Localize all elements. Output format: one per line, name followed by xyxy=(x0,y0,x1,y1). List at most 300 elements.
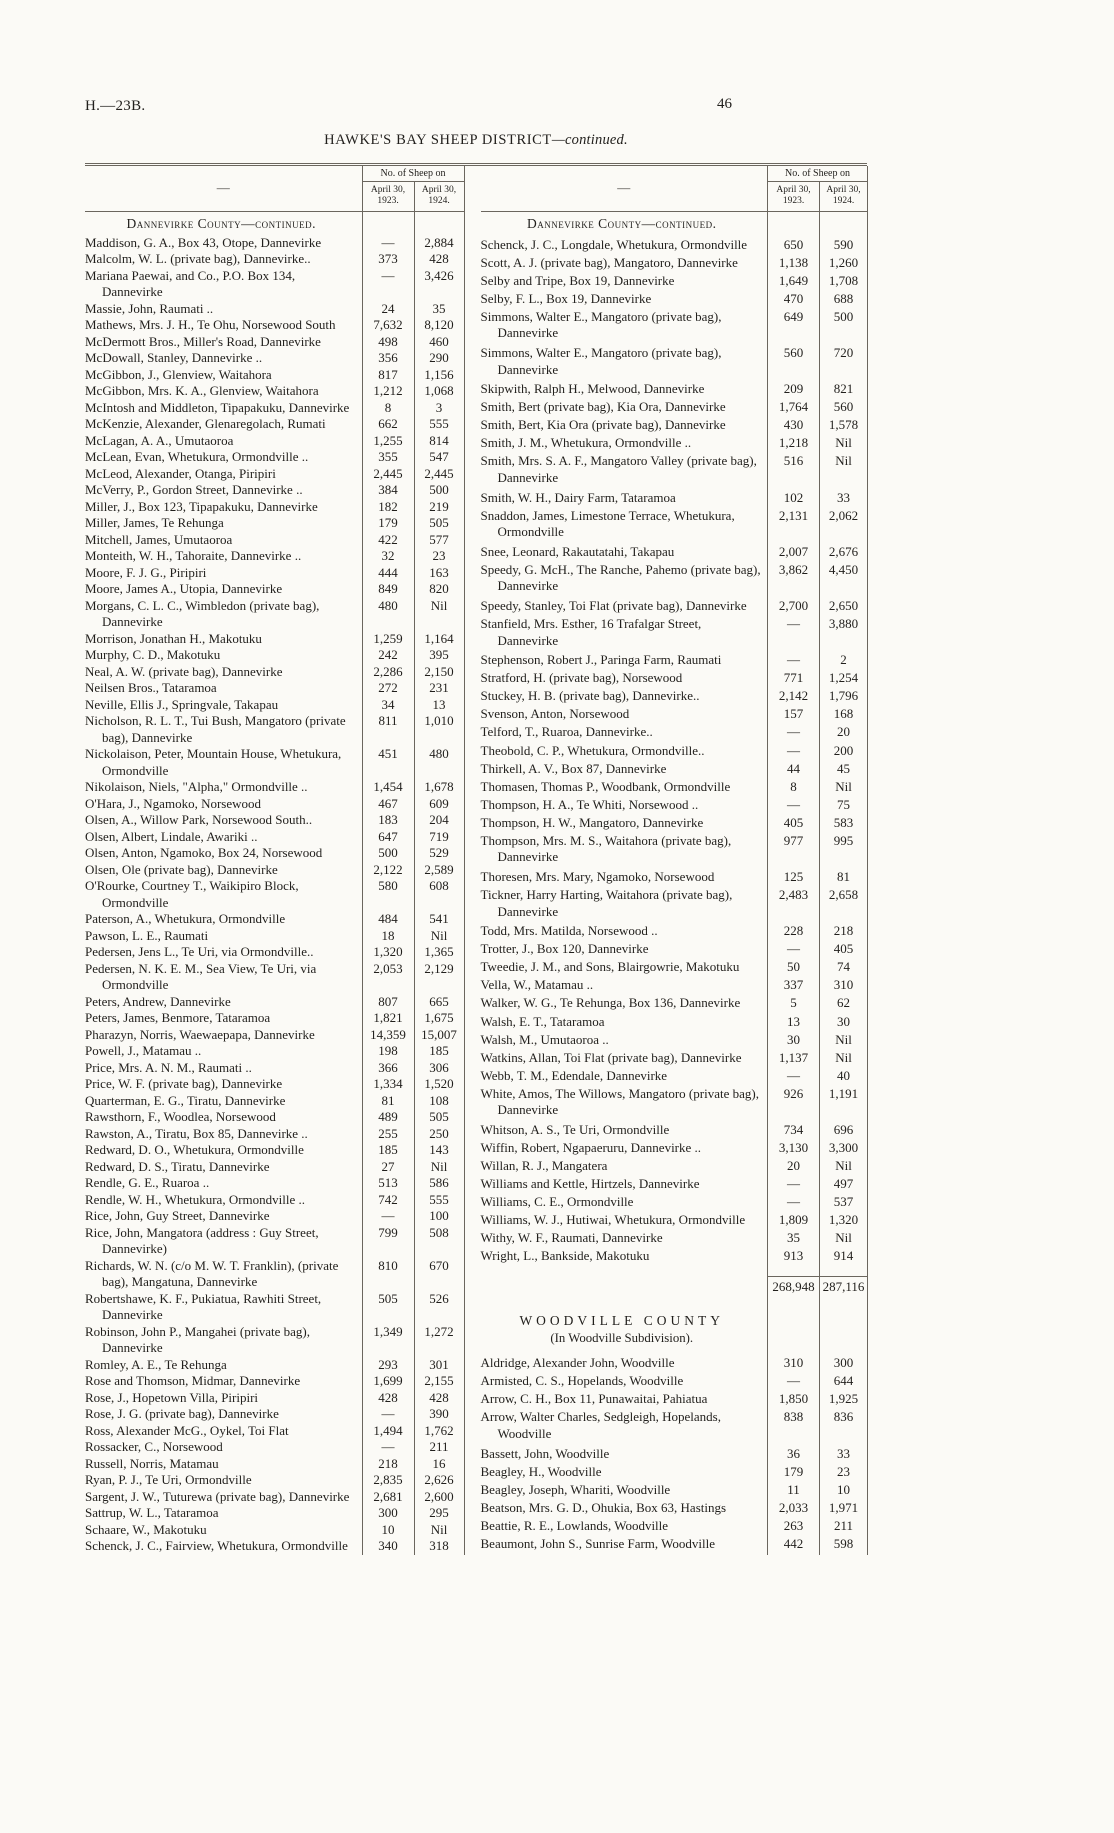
entry-name-cell xyxy=(481,273,768,291)
entry-name-cell xyxy=(481,598,768,616)
sheep-count-1923: 35 xyxy=(768,1230,820,1248)
entry-name-cell xyxy=(481,815,768,833)
entry-name-cell xyxy=(481,1482,768,1500)
entry-name-cell xyxy=(85,482,362,499)
sheep-count-1924: 1,925 xyxy=(820,1391,868,1409)
entry-name: Russell, Norris, Matamau xyxy=(85,1455,219,1471)
spacer-cell xyxy=(820,1266,868,1276)
entry-name-cell xyxy=(85,268,362,301)
sheep-count-1924: 583 xyxy=(820,815,868,833)
sheep-count-1923: — xyxy=(768,1068,820,1086)
sheep-count-1923: 480 xyxy=(362,598,414,631)
sheep-count-1924: 390 xyxy=(414,1406,464,1423)
name-column-header: — xyxy=(85,166,362,212)
sheep-count-1923: 838 xyxy=(768,1409,820,1445)
entry-name-cell xyxy=(481,508,768,544)
total-sheep-1923: 268,948 xyxy=(768,1276,820,1297)
entry-name-cell xyxy=(85,994,362,1011)
sheep-count-1924: Nil xyxy=(820,1230,868,1248)
entry-name: Morgans, C. L. C., Wimbledon (private bag), Dannevirke xyxy=(85,597,320,629)
sheep-count-1924: 81 xyxy=(820,869,868,887)
county-heading-cell xyxy=(481,1297,768,1355)
sheep-count-1923: 125 xyxy=(768,869,820,887)
entry-name-cell xyxy=(85,1093,362,1110)
sheep-count-1924: Nil xyxy=(414,1522,464,1539)
table-row xyxy=(481,688,868,706)
entry-name: Stuckey, H. B. (private bag), Dannevirke.. xyxy=(480,688,700,704)
table-row xyxy=(481,743,868,761)
entry-name-cell xyxy=(481,977,768,995)
sheep-count-1924: 1,010 xyxy=(414,713,464,746)
entry-name: Thoresen, Mrs. Mary, Ngamoko, Norsewood xyxy=(480,868,715,884)
entry-name: Neilsen Bros., Tataramoa xyxy=(85,680,217,695)
table-row xyxy=(85,1472,464,1489)
entry-name-cell xyxy=(85,1373,362,1390)
entry-name-cell xyxy=(481,1409,768,1445)
entry-name-cell xyxy=(85,581,362,598)
sheep-count-1923: 81 xyxy=(362,1093,414,1110)
entry-name: Miller, James, Te Rehunga xyxy=(85,515,224,530)
entry-name: Rendle, G. E., Ruaroa .. xyxy=(85,1175,210,1190)
entry-name-cell xyxy=(85,1538,362,1555)
sheep-count-1923: 2,053 xyxy=(362,961,414,994)
left-column-table xyxy=(85,166,465,1555)
sheep-count-1924: 526 xyxy=(414,1291,464,1324)
sheep-count-1924: Nil xyxy=(820,779,868,797)
entry-name: Beagley, Joseph, Whariti, Woodville xyxy=(480,1481,671,1497)
entry-name: Stratford, H. (private bag), Norsewood xyxy=(480,670,683,686)
table-row xyxy=(85,961,464,994)
sheep-count-1923: 662 xyxy=(362,416,414,433)
entry-name-cell xyxy=(85,961,362,994)
entry-name: Thompson, H. A., Te Whiti, Norsewood .. xyxy=(480,796,699,812)
table-row xyxy=(85,812,464,829)
table-row xyxy=(481,869,868,887)
sheep-count-1923: 384 xyxy=(362,482,414,499)
sheep-count-1923: 444 xyxy=(362,565,414,582)
table-row xyxy=(85,1159,464,1176)
sheep-count-1923: 20 xyxy=(768,1158,820,1176)
sheep-count-1924: 8,120 xyxy=(414,317,464,334)
entry-name: Olsen, Anton, Ngamoko, Box 24, Norsewood xyxy=(85,845,323,860)
sheep-count-1924: 23 xyxy=(414,548,464,565)
sheep-count-1923: 10 xyxy=(362,1522,414,1539)
sheep-count-1923: 771 xyxy=(768,670,820,688)
entry-name: Quarterman, E. G., Tiratu, Dannevirke xyxy=(85,1092,286,1108)
table-header-row-1 xyxy=(85,166,464,182)
entry-name-cell xyxy=(85,1390,362,1407)
sheep-count-1924: 1,578 xyxy=(820,417,868,435)
sheep-count-1923: 366 xyxy=(362,1060,414,1077)
table-row xyxy=(85,1192,464,1209)
sheep-count-1924: 500 xyxy=(820,309,868,345)
sheep-count-1923: 442 xyxy=(768,1536,820,1555)
entry-name-cell xyxy=(85,383,362,400)
sheep-count-1924: 13 xyxy=(414,697,464,714)
table-row xyxy=(481,1158,868,1176)
sheep-count-1924: 1,272 xyxy=(414,1324,464,1357)
sheep-count-1924: Nil xyxy=(820,1158,868,1176)
entry-name-cell xyxy=(85,829,362,846)
entry-name-cell xyxy=(481,1536,768,1555)
table-row xyxy=(481,291,868,309)
sheep-count-1923: 799 xyxy=(362,1225,414,1258)
entry-name-cell xyxy=(85,449,362,466)
sheep-count-1923: 1,138 xyxy=(768,255,820,273)
entry-name-cell xyxy=(481,1500,768,1518)
sheep-count-1924: 2 xyxy=(820,652,868,670)
sheep-count-1923: 977 xyxy=(768,833,820,869)
total-row xyxy=(481,1276,868,1297)
entry-name: Trotter, J., Box 120, Dannevirke xyxy=(480,941,649,957)
entry-name: McDowall, Stanley, Dannevirke .. xyxy=(85,350,263,365)
entry-name-cell xyxy=(481,1086,768,1122)
entry-name: Snaddon, James, Limestone Terrace, Whetukura, Ormondville xyxy=(480,507,735,540)
entry-name: Price, Mrs. A. N. M., Raumati .. xyxy=(85,1059,252,1075)
table-row xyxy=(481,1536,868,1555)
entry-name: Whitson, A. S., Te Uri, Ormondville xyxy=(480,1121,670,1137)
sheep-count-1923: 811 xyxy=(362,713,414,746)
sheep-count-1924: 2,445 xyxy=(414,466,464,483)
sheep-count-1923: — xyxy=(768,1194,820,1212)
entry-name: McLeod, Alexander, Otanga, Piripiri xyxy=(85,465,276,481)
entry-name-cell xyxy=(481,1446,768,1464)
sheep-count-1924: 608 xyxy=(414,878,464,911)
entry-name-cell xyxy=(85,911,362,928)
sheep-count-1923: 3,862 xyxy=(768,562,820,598)
entry-name-cell xyxy=(85,400,362,417)
sheep-count-1924: 428 xyxy=(414,251,464,268)
table-row xyxy=(481,381,868,399)
sheep-count-1924: Nil xyxy=(414,1159,464,1176)
sheep-count-1924: 1,675 xyxy=(414,1010,464,1027)
table-row xyxy=(85,1291,464,1324)
sheep-count-1924: 1,156 xyxy=(414,367,464,384)
table-row xyxy=(85,317,464,334)
entry-name: Powell, J., Matamau .. xyxy=(85,1043,202,1058)
table-row xyxy=(85,251,464,268)
col-header-1924: April 30, 1924. xyxy=(820,182,868,212)
entry-name: Wright, L., Bankside, Makotuku xyxy=(480,1248,650,1264)
entry-name-cell xyxy=(481,706,768,724)
entry-name-cell xyxy=(481,833,768,869)
sheep-count-1924: 250 xyxy=(414,1126,464,1143)
sheep-count-1923: 1,850 xyxy=(768,1391,820,1409)
sheep-count-1924: 16 xyxy=(414,1456,464,1473)
entry-name-cell xyxy=(85,664,362,681)
entry-name: McLean, Evan, Whetukura, Ormondville .. xyxy=(85,449,309,464)
entry-name: McKenzie, Alexander, Glenaregolach, Rumati xyxy=(85,416,326,431)
sheep-count-1924: 300 xyxy=(820,1355,868,1373)
sheep-count-1924: 20 xyxy=(820,724,868,742)
entry-name: Thompson, Mrs. M. S., Waitahora (private bag), Dannevirke xyxy=(480,832,732,865)
entry-name: Watkins, Allan, Toi Flat (private bag), Dannevirke xyxy=(480,1049,742,1065)
sheep-count-1923: 428 xyxy=(362,1390,414,1407)
sheep-count-1924: 211 xyxy=(414,1439,464,1456)
right-column-table xyxy=(481,166,869,1555)
table-row xyxy=(481,779,868,797)
table-row xyxy=(481,1446,868,1464)
entry-name: Rossacker, C., Norsewood xyxy=(85,1439,223,1454)
entry-name: Thirkell, A. V., Box 87, Dannevirke xyxy=(480,760,667,776)
col-header-1924: April 30, 1924. xyxy=(414,182,464,212)
sheep-count-1924: 2,676 xyxy=(820,544,868,562)
sheep-count-1923: 1,454 xyxy=(362,779,414,796)
sheep-count-1924: 211 xyxy=(820,1518,868,1536)
sheep-count-1924: 720 xyxy=(820,345,868,381)
sheep-count-1924: 290 xyxy=(414,350,464,367)
entry-name: Rice, John, Mangatora (address : Guy Street, Dannevirke) xyxy=(85,1224,319,1256)
entry-name-cell xyxy=(481,562,768,598)
entry-name-cell xyxy=(85,416,362,433)
entry-name: Walsh, M., Umutaoroa .. xyxy=(480,1031,609,1047)
empty-cell xyxy=(481,1276,768,1297)
sheep-count-1924: 836 xyxy=(820,1409,868,1445)
table-row xyxy=(85,466,464,483)
entry-name-cell xyxy=(85,1456,362,1473)
entry-name-cell xyxy=(85,862,362,879)
sheep-count-1923: 2,033 xyxy=(768,1500,820,1518)
entry-name-cell xyxy=(85,301,362,318)
sheep-count-1924: 1,520 xyxy=(414,1076,464,1093)
entry-name: Snee, Leonard, Rakautatahi, Takapau xyxy=(480,543,675,559)
entry-name-cell xyxy=(85,713,362,746)
sheep-count-1923: 182 xyxy=(362,499,414,516)
doc-reference: H.—23B. xyxy=(85,98,146,114)
sheep-count-1923: — xyxy=(768,743,820,761)
entry-name: Todd, Mrs. Matilda, Norsewood .. xyxy=(480,923,658,939)
entry-name-cell xyxy=(481,959,768,977)
sheep-count-1923: 513 xyxy=(362,1175,414,1192)
sheep-on-header: No. of Sheep on xyxy=(362,166,464,182)
table-row xyxy=(481,1014,868,1032)
sheep-count-1924: 995 xyxy=(820,833,868,869)
entry-name-cell xyxy=(85,845,362,862)
sheep-count-1924: 1,254 xyxy=(820,670,868,688)
entry-name: Selby, F. L., Box 19, Dannevirke xyxy=(480,290,652,306)
sheep-count-1923: 498 xyxy=(362,334,414,351)
entry-name-cell xyxy=(85,1027,362,1044)
sheep-count-1923: 650 xyxy=(768,237,820,255)
entry-name-cell xyxy=(85,1126,362,1143)
table-row xyxy=(85,994,464,1011)
sheep-count-1924: 577 xyxy=(414,532,464,549)
entry-name: Smith, W. H., Dairy Farm, Tataramoa xyxy=(480,489,676,505)
entry-name-cell xyxy=(481,779,768,797)
sheep-count-1923: 340 xyxy=(362,1538,414,1555)
sheep-count-1924: 200 xyxy=(820,743,868,761)
entry-name: Rawsthorn, F., Woodlea, Norsewood xyxy=(85,1109,276,1124)
entry-name: Svenson, Anton, Norsewood xyxy=(480,706,630,722)
entry-name: Aldridge, Alexander John, Woodville xyxy=(480,1355,675,1371)
sheep-on-header: No. of Sheep on xyxy=(768,166,868,182)
entry-name: Peters, James, Benmore, Tataramoa xyxy=(85,1010,271,1025)
entry-name-cell xyxy=(85,1258,362,1291)
table-row xyxy=(85,235,464,252)
entry-name-cell xyxy=(85,1406,362,1423)
table-row xyxy=(85,268,464,301)
table-row xyxy=(85,301,464,318)
table-row xyxy=(481,562,868,598)
table-row xyxy=(85,1027,464,1044)
sheep-count-1923: 24 xyxy=(362,301,414,318)
empty-cell xyxy=(362,212,414,235)
entry-name: Nickolaison, Peter, Mountain House, Whetukura, Ormondville xyxy=(85,746,342,778)
sheep-count-1923: 13 xyxy=(768,1014,820,1032)
entry-name: Arrow, Walter Charles, Sedgleigh, Hopelands, Woodville xyxy=(480,1409,721,1441)
table-header-row-1 xyxy=(481,166,868,182)
entry-name: Mitchell, James, Umutaoroa xyxy=(85,531,233,547)
table-row xyxy=(85,647,464,664)
sheep-count-1923: 580 xyxy=(362,878,414,911)
sheep-count-1924: 310 xyxy=(820,977,868,995)
entry-name: O'Rourke, Courtney T., Waikipiro Block, Ormondville xyxy=(85,878,299,910)
empty-cell xyxy=(768,1297,820,1355)
entry-name-cell xyxy=(85,1076,362,1093)
sheep-count-1923: 1,259 xyxy=(362,631,414,648)
entry-name: McDermott Bros., Miller's Road, Dannevirke xyxy=(85,333,321,349)
table-row xyxy=(85,383,464,400)
entry-name: Miller, J., Box 123, Tipapakuku, Dannevirke xyxy=(85,498,318,514)
sheep-count-1923: — xyxy=(768,616,820,652)
sheep-count-1923: 228 xyxy=(768,923,820,941)
table-row xyxy=(481,616,868,652)
county-subtitle: (In Woodville Subdivision). xyxy=(550,1330,694,1345)
sheep-count-1923: 310 xyxy=(768,1355,820,1373)
sheep-count-1923: 27 xyxy=(362,1159,414,1176)
sheep-count-1924: 914 xyxy=(820,1248,868,1266)
entry-name: Richards, W. N. (c/o M. W. T. Franklin), (private bag), Mangatuna, Dannevirke xyxy=(85,1257,339,1289)
empty-cell xyxy=(820,1297,868,1355)
sheep-count-1924: 609 xyxy=(414,796,464,813)
sheep-count-1924: 301 xyxy=(414,1357,464,1374)
entry-name-cell xyxy=(85,548,362,565)
entry-name-cell xyxy=(481,995,768,1013)
table-row xyxy=(85,548,464,565)
table-row xyxy=(85,367,464,384)
entry-name: Williams, W. J., Hutiwai, Whetukura, Ormondville xyxy=(480,1212,746,1228)
empty-cell xyxy=(820,212,868,237)
sheep-count-1923: 2,007 xyxy=(768,544,820,562)
entry-name: Rawston, A., Tiratu, Box 85, Dannevirke .. xyxy=(85,1125,308,1141)
sheep-count-1923: 185 xyxy=(362,1142,414,1159)
entry-name: Scott, A. J. (private bag), Mangatoro, Dannevirke xyxy=(480,254,738,270)
entry-name-cell xyxy=(85,746,362,779)
entry-name-cell xyxy=(85,466,362,483)
sheep-count-1923: 355 xyxy=(362,449,414,466)
table-row xyxy=(85,928,464,945)
entry-name: Williams and Kettle, Hirtzels, Dannevirke xyxy=(480,1176,700,1192)
sheep-count-1924: 219 xyxy=(414,499,464,516)
sheep-count-1924: 204 xyxy=(414,812,464,829)
table-row xyxy=(481,941,868,959)
entry-name: Rose, J. G. (private bag), Dannevirke xyxy=(85,1406,279,1421)
sheep-count-1924: 30 xyxy=(820,1014,868,1032)
sheep-count-1924: Nil xyxy=(820,1050,868,1068)
table-row xyxy=(481,652,868,670)
table-row xyxy=(481,1409,868,1445)
entry-name-cell xyxy=(481,670,768,688)
entry-name: Smith, Mrs. S. A. F., Mangatoro Valley (private bag), Dannevirke xyxy=(480,453,757,485)
sheep-count-1924: 2,884 xyxy=(414,235,464,252)
table-row xyxy=(85,1060,464,1077)
sheep-count-1924: 231 xyxy=(414,680,464,697)
sheep-count-1923: 8 xyxy=(768,779,820,797)
entry-name-cell xyxy=(85,1060,362,1077)
entry-name: Theobold, C. P., Whetukura, Ormondville.. xyxy=(480,742,705,758)
entry-name: Beagley, H., Woodville xyxy=(480,1463,602,1479)
sheep-count-1924: 2,626 xyxy=(414,1472,464,1489)
entry-name-cell xyxy=(85,796,362,813)
sheep-count-1924: 218 xyxy=(820,923,868,941)
sheep-count-1923: 157 xyxy=(768,706,820,724)
entry-name-cell xyxy=(481,652,768,670)
entry-name-cell xyxy=(85,680,362,697)
sheep-count-1924: 508 xyxy=(414,1225,464,1258)
sheep-count-1923: 422 xyxy=(362,532,414,549)
sheep-count-1923: — xyxy=(768,797,820,815)
table-row xyxy=(85,1324,464,1357)
entry-name: Moore, James A., Utopia, Dannevirke xyxy=(85,581,283,596)
entry-name: Mathews, Mrs. J. H., Te Ohu, Norsewood South xyxy=(85,317,336,332)
entry-name: Sargent, J. W., Tuturewa (private bag), Dannevirke xyxy=(85,1488,350,1504)
sheep-count-1924: 2,129 xyxy=(414,961,464,994)
table-row xyxy=(85,433,464,450)
sheep-count-1924: 529 xyxy=(414,845,464,862)
entry-name-cell xyxy=(85,1291,362,1324)
sheep-count-1923: 1,764 xyxy=(768,399,820,417)
entry-name: Beattie, R. E., Lowlands, Woodville xyxy=(480,1517,669,1533)
entry-name-cell xyxy=(481,923,768,941)
sheep-count-1924: 2,600 xyxy=(414,1489,464,1506)
sheep-count-1923: 1,212 xyxy=(362,383,414,400)
entry-name: Pawson, L. E., Raumati xyxy=(85,927,209,943)
entry-name: Walsh, E. T., Tataramoa xyxy=(480,1013,605,1029)
entry-name: McIntosh and Middleton, Tipapakuku, Dannevirke xyxy=(85,399,350,415)
sheep-count-1923: 1,349 xyxy=(362,1324,414,1357)
entry-name-cell xyxy=(481,1230,768,1248)
entry-name-cell xyxy=(85,1175,362,1192)
sheep-count-1923: 1,137 xyxy=(768,1050,820,1068)
sheep-count-1923: 1,699 xyxy=(362,1373,414,1390)
sheep-count-1923: 405 xyxy=(768,815,820,833)
table-row xyxy=(85,944,464,961)
sheep-count-1923: 14,359 xyxy=(362,1027,414,1044)
document-title-main: HAWKE'S BAY SHEEP DISTRICT xyxy=(324,132,552,148)
table-row xyxy=(85,1390,464,1407)
entry-name-cell xyxy=(481,1194,768,1212)
sheep-count-1924: 2,150 xyxy=(414,664,464,681)
sheep-count-1924: 460 xyxy=(414,334,464,351)
entry-name: Ross, Alexander McG., Oykel, Toi Flat xyxy=(85,1422,289,1438)
entry-name: Schenck, J. C., Longdale, Whetukura, Ormondville xyxy=(480,236,748,252)
entry-name: Withy, W. F., Raumati, Dannevirke xyxy=(480,1230,663,1246)
entry-name: Willan, R. J., Mangatera xyxy=(480,1158,608,1174)
entry-name: Maddison, G. A., Box 43, Otope, Dannevirke xyxy=(85,234,322,250)
entry-name: Speedy, G. McH., The Ranche, Pahemo (private bag), Dannevirke xyxy=(480,561,761,594)
table-row xyxy=(481,815,868,833)
sheep-count-1923: 2,142 xyxy=(768,688,820,706)
entry-name: Walker, W. G., Te Rehunga, Box 136, Dannevirke xyxy=(480,995,741,1011)
sheep-count-1924: 3,426 xyxy=(414,268,464,301)
entry-name-cell xyxy=(481,797,768,815)
sheep-count-1924: 1,762 xyxy=(414,1423,464,1440)
entry-name-cell xyxy=(481,1391,768,1409)
table-row xyxy=(481,345,868,381)
sheep-count-1923: 500 xyxy=(362,845,414,862)
entry-name-cell xyxy=(481,941,768,959)
entry-name: Romley, A. E., Te Rehunga xyxy=(85,1356,227,1372)
